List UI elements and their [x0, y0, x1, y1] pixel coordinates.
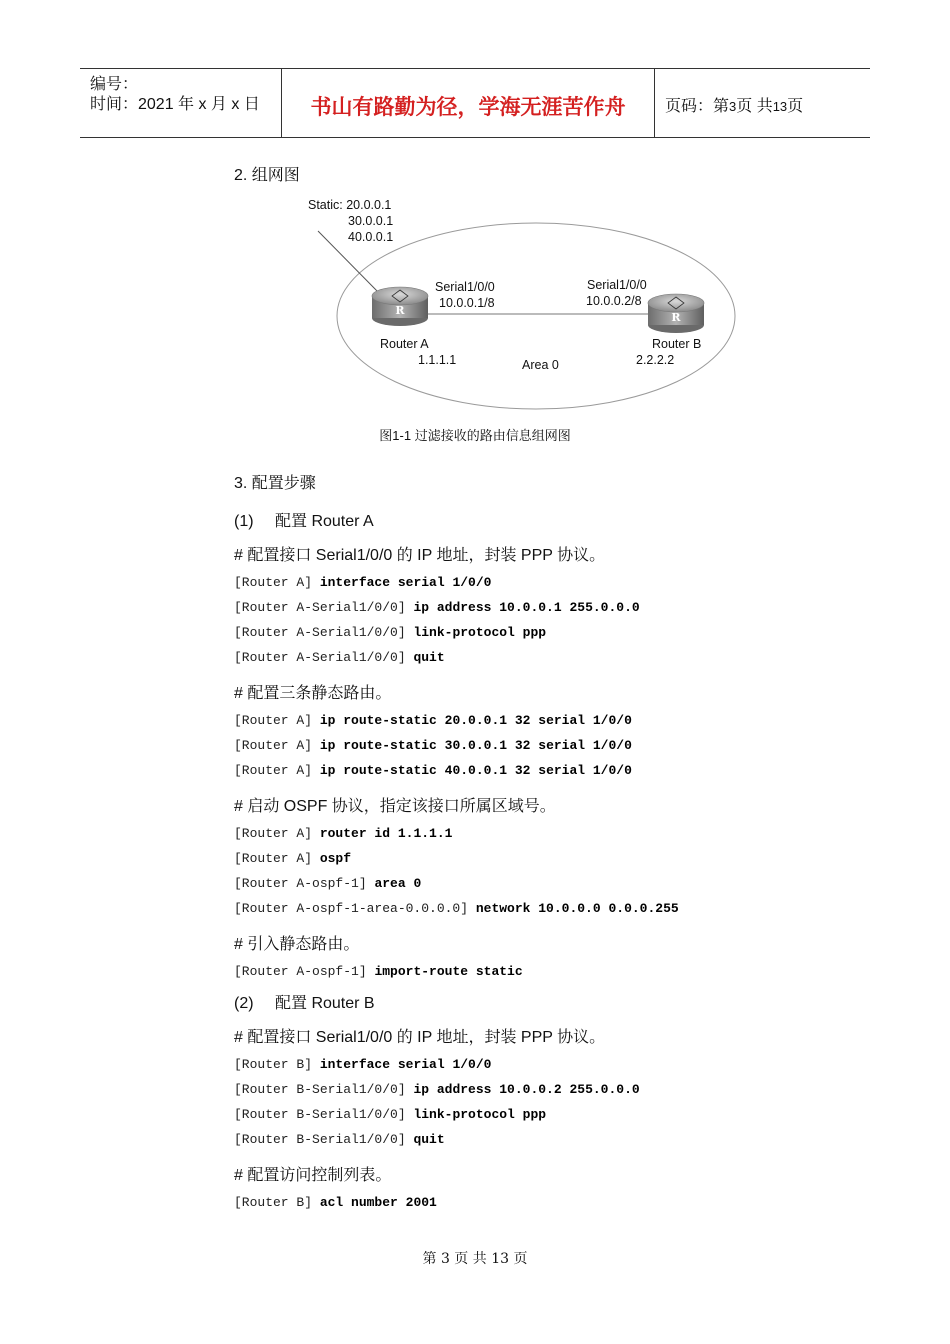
static-route-2: 30.0.0.1 — [348, 214, 394, 228]
router-a-name: Router A — [380, 337, 429, 351]
code-prompt: [Router B-Serial1/0/0] — [234, 1132, 414, 1147]
code-prompt: [Router A] — [234, 826, 320, 841]
code-line — [234, 650, 445, 665]
router-a-icon — [372, 287, 428, 326]
note-b-acl: # 配置访问控制列表。 — [234, 1167, 392, 1184]
code-line — [234, 901, 679, 916]
code-prompt: [Router A-ospf-1] — [234, 876, 375, 891]
note-b-interface: # 配置接口 Serial1/0/0 的 IP 地址，封装 PPP 协议。 — [234, 1029, 606, 1046]
router-b-name: Router B — [652, 337, 702, 351]
serial-number-label: 编号： — [90, 76, 139, 93]
step-2-number: (2) — [234, 995, 254, 1012]
note-a-interface: # 配置接口 Serial1/0/0 的 IP 地址，封装 PPP 协议。 — [234, 547, 606, 564]
code-command: ip address 10.0.0.1 255.0.0.0 — [413, 600, 640, 615]
code-line — [234, 575, 491, 590]
code-command: import-route static — [374, 964, 523, 979]
code-command: ip address 10.0.0.2 255.0.0.0 — [413, 1082, 640, 1097]
code-command: router id 1.1.1.1 — [319, 826, 453, 841]
code-prompt: [Router A] — [234, 851, 320, 866]
code-prompt: [Router A] — [234, 713, 320, 728]
code-line — [234, 763, 632, 778]
code-line — [234, 826, 452, 841]
code-prompt: [Router B-Serial1/0/0] — [234, 1082, 414, 1097]
network-diagram — [300, 192, 750, 417]
motto-text: 书山有路勤为径，学海无涯苦作舟 — [310, 95, 626, 119]
static-routes-label: Static: 20.0.0.1 — [308, 198, 392, 212]
code-line — [234, 1082, 640, 1097]
code-line — [234, 1195, 437, 1210]
header-page-number: 页码：第3页 共13页 — [665, 98, 804, 115]
code-command: ospf — [319, 851, 352, 866]
router-b-ip: 10.0.0.2/8 — [586, 294, 642, 308]
code-prompt: [Router A-Serial1/0/0] — [234, 650, 414, 665]
router-a-ip: 10.0.0.1/8 — [439, 296, 495, 310]
code-command: area 0 — [374, 876, 422, 891]
code-line — [234, 1057, 491, 1072]
router-a-icon-letter: R — [395, 304, 405, 317]
code-line — [234, 738, 632, 753]
code-prompt: [Router A-ospf-1] — [234, 964, 375, 979]
router-b-id: 2.2.2.2 — [636, 353, 675, 367]
code-prompt: [Router A-Serial1/0/0] — [234, 625, 414, 640]
router-a-id: 1.1.1.1 — [418, 353, 457, 367]
step-2-label: 配置 Router B — [275, 995, 375, 1012]
router-b-icon-letter: R — [671, 311, 681, 324]
code-prompt: [Router A-Serial1/0/0] — [234, 600, 414, 615]
code-line — [234, 625, 546, 640]
step-1-heading — [234, 508, 374, 531]
code-line — [234, 1132, 445, 1147]
step-2-heading — [234, 990, 375, 1013]
note-a-static: # 配置三条静态路由。 — [234, 685, 392, 702]
figure-caption: 图1-1 过滤接收的路由信息组网图 — [379, 428, 571, 443]
code-prompt: [Router B] — [234, 1057, 320, 1072]
code-prompt: [Router B-Serial1/0/0] — [234, 1107, 414, 1122]
router-a-interface: Serial1/0/0 — [435, 280, 495, 294]
code-command: ip route-static 30.0.0.1 32 serial 1/0/0 — [319, 738, 632, 753]
page-footer: 第 3 页 共 13 页 — [422, 1251, 528, 1267]
code-prompt: [Router A] — [234, 738, 320, 753]
code-prompt: [Router A-ospf-1-area-0.0.0.0] — [234, 901, 476, 916]
header-motto-cell — [282, 69, 655, 137]
area-label: Area 0 — [522, 358, 559, 372]
code-command: interface serial 1/0/0 — [319, 1057, 492, 1072]
code-command: quit — [413, 650, 445, 665]
header-meta-cell — [80, 69, 282, 137]
static-route-3: 40.0.0.1 — [348, 230, 394, 244]
section-3-title: 3. 配置步骤 — [234, 475, 316, 492]
code-command: link-protocol ppp — [413, 1107, 547, 1122]
code-command: quit — [413, 1132, 445, 1147]
note-a-ospf: # 启动 OSPF 协议，指定该接口所属区域号。 — [234, 798, 556, 815]
code-prompt: [Router B] — [234, 1195, 320, 1210]
page-header — [80, 68, 870, 138]
code-command: ip route-static 40.0.0.1 32 serial 1/0/0 — [319, 763, 632, 778]
code-line — [234, 876, 421, 891]
header-page-cell — [655, 69, 870, 137]
section-2-title: 2. 组网图 — [234, 167, 300, 184]
code-line — [234, 600, 640, 615]
code-line — [234, 713, 632, 728]
code-prompt: [Router A] — [234, 575, 320, 590]
note-a-import: # 引入静态路由。 — [234, 936, 360, 953]
step-1-label: 配置 Router A — [275, 513, 374, 530]
code-command: interface serial 1/0/0 — [319, 575, 492, 590]
router-b-icon — [648, 294, 704, 333]
code-command: link-protocol ppp — [413, 625, 547, 640]
step-1-number: (1) — [234, 513, 254, 530]
router-b-interface: Serial1/0/0 — [587, 278, 647, 292]
code-command: acl number 2001 — [319, 1195, 437, 1210]
code-line — [234, 1107, 546, 1122]
date-label: 时间：2021 年 x 月 x 日 — [90, 96, 260, 113]
code-prompt: [Router A] — [234, 763, 320, 778]
code-line — [234, 964, 523, 979]
code-line — [234, 851, 351, 866]
code-command: ip route-static 20.0.0.1 32 serial 1/0/0 — [319, 713, 632, 728]
code-command: network 10.0.0.0 0.0.0.255 — [475, 901, 679, 916]
